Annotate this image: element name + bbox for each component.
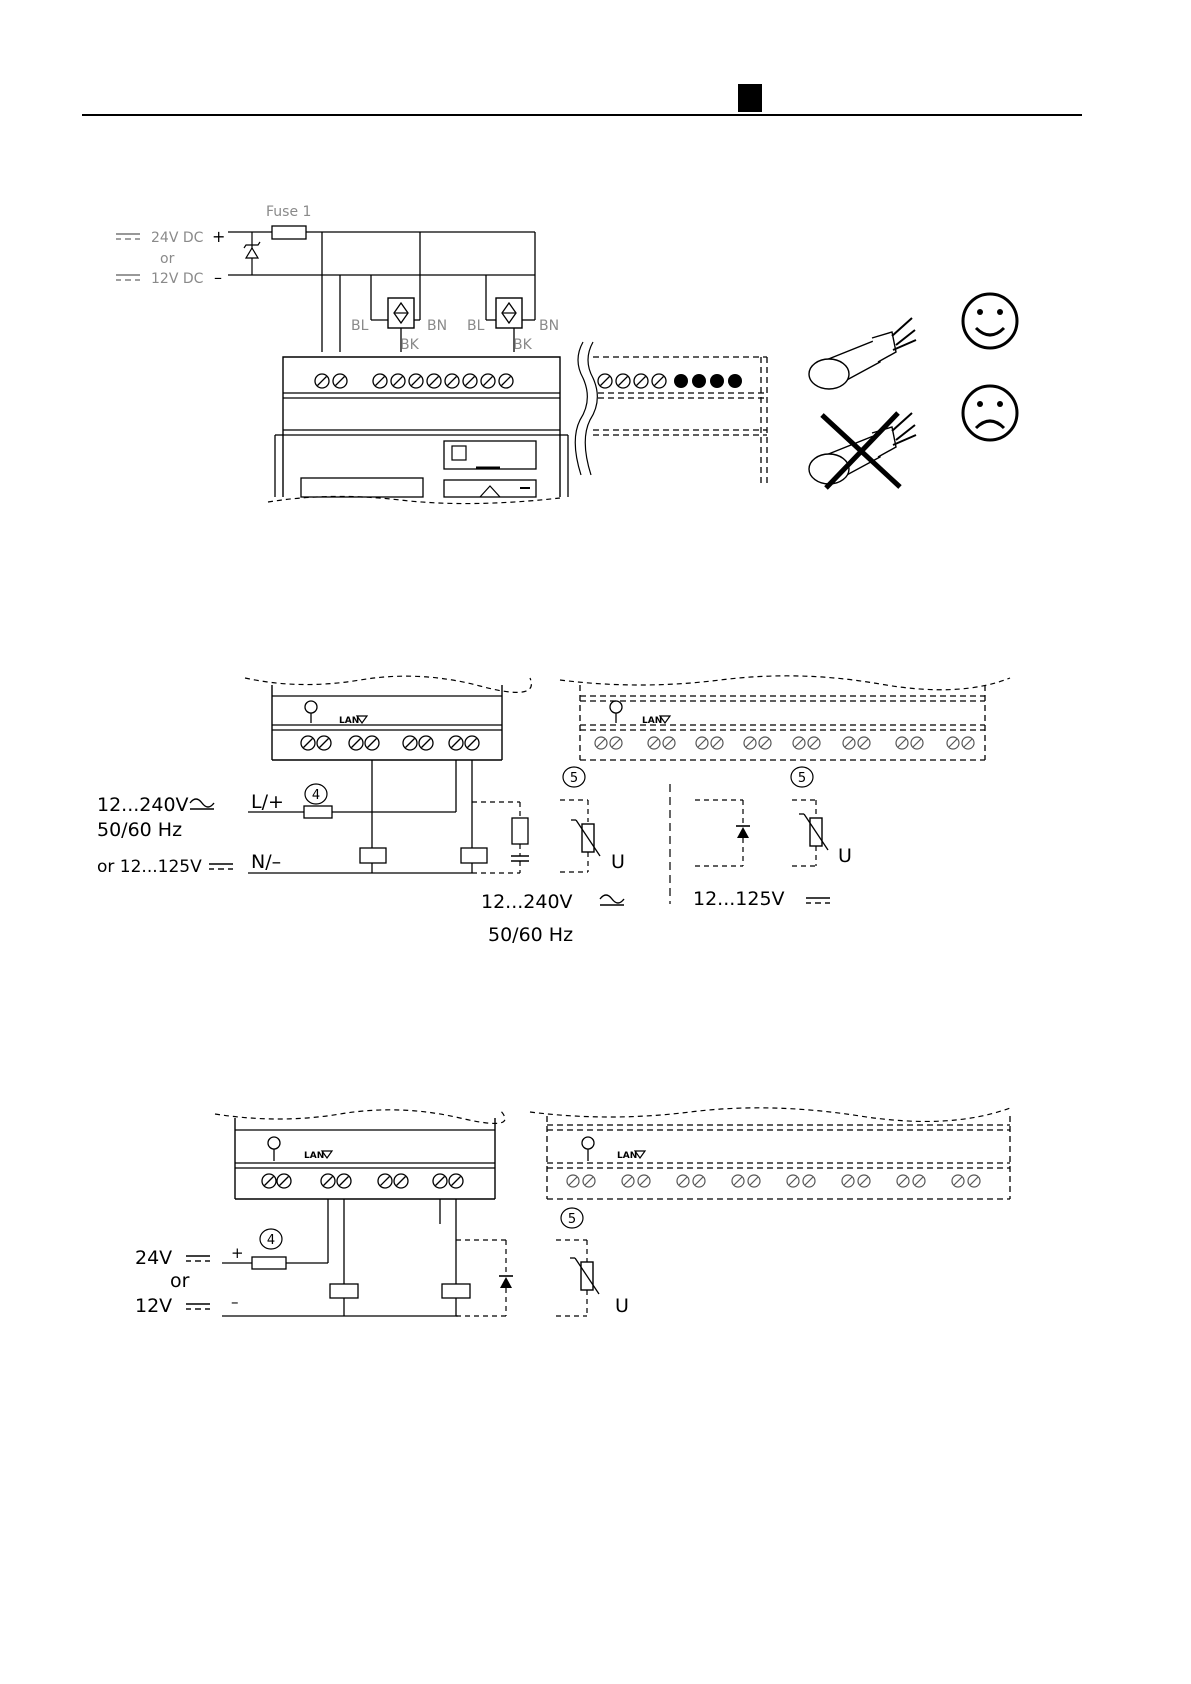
sensor-wrong-illustration (809, 413, 916, 488)
terminal-screw (449, 736, 463, 750)
terminal-screw (262, 1174, 276, 1188)
dc-symbol (186, 1256, 210, 1261)
supply-label-24v: 24V DC (151, 230, 204, 246)
terminal-screw (409, 374, 423, 388)
freewheel-diode (456, 1240, 513, 1316)
terminal-screw (896, 737, 908, 749)
terminal-screw (373, 374, 387, 388)
terminal-screw (463, 374, 477, 388)
terminal-label-n: N/– (251, 851, 282, 873)
terminal-screw (403, 736, 417, 750)
terminal-screw (610, 737, 622, 749)
wire-label-bl: BL (351, 318, 369, 334)
diode-dc (695, 800, 750, 866)
plus-sign: + (212, 227, 226, 246)
terminal-screw (445, 374, 459, 388)
terminal-label-l: L/+ (251, 791, 284, 813)
proximity-sensor-2 (496, 298, 522, 328)
ac-caption: 12...240V (481, 891, 573, 913)
extension-module-outline (575, 342, 767, 486)
terminal-screw (277, 1174, 291, 1188)
terminal-screw (394, 1174, 408, 1188)
ethernet-icon (582, 1137, 594, 1149)
ethernet-icon (268, 1137, 280, 1149)
lan-label: LAN (617, 1151, 638, 1161)
supply-label-dc: or 12...125V (97, 857, 202, 877)
marker-load-number: 5 (567, 1212, 577, 1227)
terminal-filled (674, 374, 688, 388)
ethernet-icon (305, 701, 317, 713)
lan-label: LAN (642, 716, 663, 726)
dc-symbol (186, 1304, 210, 1309)
terminal-screw (595, 737, 607, 749)
terminal-screw (337, 1174, 351, 1188)
diagram-1-sensor-wiring (116, 204, 1017, 504)
dc-symbol (806, 898, 830, 903)
logic-module (235, 1118, 495, 1199)
terminal-screw (968, 1175, 980, 1187)
varistor-ac (560, 767, 625, 873)
ac-symbol (190, 799, 214, 809)
or-label: or (170, 1270, 190, 1292)
terminal-screw (897, 1175, 909, 1187)
terminal-screw (843, 737, 855, 749)
terminal-screw (365, 736, 379, 750)
terminal-screw (911, 737, 923, 749)
terminal-screw (427, 374, 441, 388)
terminal-screw (638, 1175, 650, 1187)
terminal-screw (317, 736, 331, 750)
plus-sign: + (231, 1244, 244, 1262)
proximity-sensor-1 (388, 298, 414, 328)
terminal-screw (962, 737, 974, 749)
terminal-screw (634, 374, 648, 388)
terminal-screw (481, 374, 495, 388)
terminal-screw (333, 374, 347, 388)
varistor-dc (791, 767, 852, 867)
terminal-screw (583, 1175, 595, 1187)
fuse (272, 226, 306, 239)
wire-label-bl: BL (467, 318, 485, 334)
terminal-screw (842, 1175, 854, 1187)
terminal-filled (710, 374, 724, 388)
u-label: U (615, 1295, 629, 1317)
terminal-screw (808, 737, 820, 749)
terminal-screw (913, 1175, 925, 1187)
marker-fuse-number: 4 (266, 1233, 276, 1248)
terminal-screw (858, 737, 870, 749)
u-label: U (838, 845, 852, 867)
lan-label: LAN (304, 1151, 325, 1161)
terminal-screw (391, 374, 405, 388)
terminal-screw (349, 736, 363, 750)
terminal-screw (321, 1174, 335, 1188)
supply-frequency: 50/60 Hz (97, 819, 183, 841)
extension-module-outline (560, 676, 1010, 760)
dc-symbol (116, 234, 140, 239)
relay-coil (461, 848, 487, 863)
terminal-screw (732, 1175, 744, 1187)
terminal-screw (759, 737, 771, 749)
minus-sign: – (231, 1293, 239, 1311)
diagram-2-ac-output-wiring (97, 676, 1010, 946)
terminal-filled (728, 374, 742, 388)
ac-symbol (600, 895, 624, 905)
u-label: U (611, 851, 625, 873)
relay-coil (442, 1284, 470, 1298)
terminal-screw (433, 1174, 447, 1188)
label-slot (301, 478, 423, 497)
supply-label-24v: 24V (135, 1247, 173, 1269)
terminal-screw (616, 374, 630, 388)
terminal-screw (696, 737, 708, 749)
terminal-screw (744, 737, 756, 749)
terminal-screw (711, 737, 723, 749)
terminal-screw (947, 737, 959, 749)
fuse-label: Fuse 1 (266, 204, 312, 220)
terminal-screw (748, 1175, 760, 1187)
display-window (444, 441, 536, 469)
terminal-screw (419, 736, 433, 750)
smiley-happy-icon (963, 294, 1017, 348)
zener-diode (246, 248, 258, 258)
or-label: or (160, 251, 175, 267)
wire-label-bn: BN (427, 318, 448, 334)
dc-symbol (116, 275, 140, 280)
terminal-screw (652, 374, 666, 388)
ac-frequency: 50/60 Hz (488, 924, 574, 946)
terminal-filled (692, 374, 706, 388)
logic-module (268, 357, 568, 504)
terminal-screw (693, 1175, 705, 1187)
relay-coil (330, 1284, 358, 1298)
ethernet-icon (610, 701, 622, 713)
sensor-correct-illustration (809, 318, 916, 389)
terminal-screw (315, 374, 329, 388)
logic-module (272, 685, 502, 760)
terminal-screw (663, 737, 675, 749)
marker-fuse-number: 4 (311, 788, 321, 803)
terminal-screw (622, 1175, 634, 1187)
supply-label-ac: 12...240V (97, 794, 189, 816)
wire-label-bn: BN (539, 318, 560, 334)
terminal-screw (301, 736, 315, 750)
terminal-screw (793, 737, 805, 749)
fuse (252, 1257, 286, 1269)
terminal-screw (449, 1174, 463, 1188)
marker-load-number: 5 (569, 771, 579, 786)
dc-caption: 12...125V (693, 888, 785, 910)
dc-symbol (209, 864, 233, 869)
terminal-screw (499, 374, 513, 388)
extension-module-outline (530, 1108, 1010, 1199)
smiley-sad-icon (963, 386, 1017, 440)
terminal-screw (378, 1174, 392, 1188)
terminal-screw (858, 1175, 870, 1187)
terminal-screw (648, 737, 660, 749)
marker-load-number: 5 (797, 771, 807, 786)
terminal-screw (677, 1175, 689, 1187)
diagram-3-dc-output-wiring (135, 1108, 1010, 1317)
varistor-dc (556, 1208, 629, 1317)
supply-label-12v: 12V (135, 1295, 173, 1317)
terminal-screw (787, 1175, 799, 1187)
wire-label-bk: BK (400, 337, 419, 353)
terminal-screw (567, 1175, 579, 1187)
terminal-screw (598, 374, 612, 388)
relay-coil (360, 848, 386, 863)
terminal-screw (803, 1175, 815, 1187)
minus-sign: – (214, 268, 222, 287)
terminal-screw (465, 736, 479, 750)
terminal-screw (952, 1175, 964, 1187)
lan-label: LAN (339, 716, 360, 726)
fuse (304, 806, 332, 818)
supply-label-12v: 12V DC (151, 271, 204, 287)
wire-label-bk: BK (513, 337, 532, 353)
